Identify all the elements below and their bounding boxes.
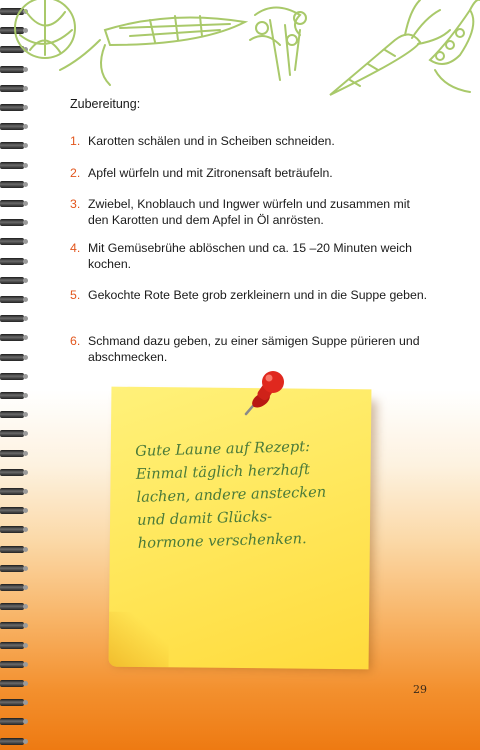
step-number: 2. xyxy=(70,166,81,180)
page-number: 29 xyxy=(413,683,427,696)
binding-ring xyxy=(0,123,24,130)
step-number: 1. xyxy=(70,134,81,148)
binding-ring xyxy=(0,334,24,341)
list-item xyxy=(70,333,430,367)
sticky-note xyxy=(109,387,372,670)
step-text: Zwiebel, Knoblauch und Ingwer würfeln und zusammen mit den Karotten und dem Apfel in Öl anrösten. xyxy=(88,197,410,227)
step-number: 5. xyxy=(70,288,81,302)
list-item xyxy=(70,165,430,196)
binding-ring xyxy=(0,411,24,418)
spiral-binding-icon xyxy=(0,0,30,750)
binding-ring xyxy=(0,738,24,745)
binding-ring xyxy=(0,142,24,149)
binding-ring xyxy=(0,699,24,706)
binding-ring xyxy=(0,238,24,245)
binding-ring xyxy=(0,258,24,265)
note-line: lachen, andere anstecken xyxy=(136,483,327,506)
binding-ring xyxy=(0,315,24,322)
binding-ring xyxy=(0,296,24,303)
binding-ring xyxy=(0,373,24,380)
list-item xyxy=(70,196,430,240)
binding-ring xyxy=(0,430,24,437)
binding-ring xyxy=(0,507,24,514)
binding-ring xyxy=(0,181,24,188)
binding-ring xyxy=(0,565,24,572)
list-item xyxy=(70,133,430,165)
vegetable-illustration-icon xyxy=(0,0,480,100)
binding-ring xyxy=(0,680,24,687)
binding-ring xyxy=(0,603,24,610)
note-line: Gute Laune auf Rezept: xyxy=(135,438,311,460)
binding-ring xyxy=(0,200,24,207)
binding-ring xyxy=(0,584,24,591)
binding-ring xyxy=(0,718,24,725)
instruction-list xyxy=(70,133,430,367)
binding-ring xyxy=(0,526,24,533)
binding-ring xyxy=(0,661,24,668)
step-text: Schmand dazu geben, zu einer sämigen Suppe pürieren und abschmecken. xyxy=(88,334,420,364)
step-number: 3. xyxy=(70,197,81,211)
list-item xyxy=(70,287,430,333)
step-text: Karotten schälen und in Scheiben schneiden. xyxy=(88,134,335,148)
binding-ring xyxy=(0,392,24,399)
binding-ring xyxy=(0,642,24,649)
note-message xyxy=(135,433,368,554)
step-text: Apfel würfeln und mit Zitronensaft beträufeln. xyxy=(88,166,333,180)
binding-ring xyxy=(0,450,24,457)
push-pin-icon xyxy=(232,368,292,428)
note-line: hormone verschenken. xyxy=(137,530,307,552)
binding-ring xyxy=(0,354,24,361)
binding-ring xyxy=(0,469,24,476)
step-text: Mit Gemüsebrühe ablöschen und ca. 15 –20 Minuten weich kochen. xyxy=(88,241,413,271)
binding-ring xyxy=(0,219,24,226)
list-item xyxy=(70,240,430,287)
step-number: 4. xyxy=(70,241,81,255)
binding-ring xyxy=(0,162,24,169)
binding-ring xyxy=(0,277,24,284)
binding-ring xyxy=(0,488,24,495)
section-heading: Zubereitung: xyxy=(70,97,141,111)
binding-ring xyxy=(0,546,24,553)
step-text: Gekochte Rote Bete grob zerkleinern und in die Suppe geben. xyxy=(88,288,428,302)
step-number: 6. xyxy=(70,334,81,348)
binding-ring xyxy=(0,622,24,629)
binding-ring xyxy=(0,104,24,111)
note-line: und damit Glücks- xyxy=(136,508,273,529)
note-line: Einmal täglich herzhaft xyxy=(135,461,311,483)
